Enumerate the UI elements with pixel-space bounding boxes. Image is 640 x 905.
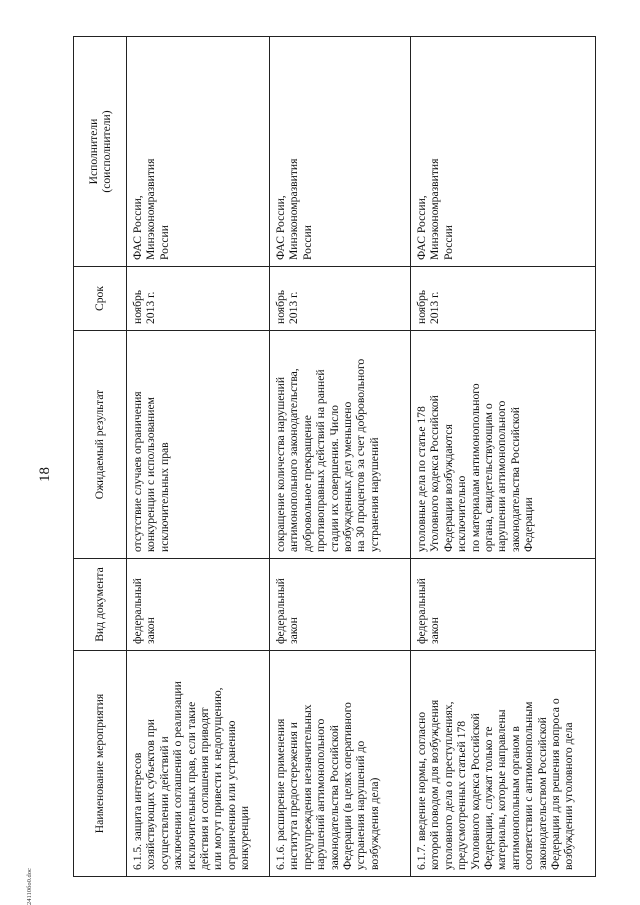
table-header-row [74, 37, 127, 877]
page-number: 18 [37, 467, 53, 482]
cell-doc-type: федеральный закон [270, 559, 411, 651]
table-row [270, 37, 411, 877]
table-row [127, 37, 270, 877]
header-measure: Наименование мероприятия [74, 651, 127, 877]
document-filename: 24110бо0.doc [26, 868, 33, 905]
header-executors: Исполнители (соисполнители) [74, 37, 127, 267]
cell-doc-type: федеральный закон [127, 559, 270, 651]
header-result: Ожидаемый результат [74, 331, 127, 559]
cell-term: ноябрь 2013 г. [270, 267, 411, 331]
cell-result: уголовные дела по статье 178 Уголовного кодекса Российской Федерации возбуждаются исключительно по материалам антимонопольного органа, свидетельствующим о нарушении антимонопольного законодательства Российской Федерации [411, 331, 596, 559]
cell-executors: ФАС России, Минэкономразвития России [127, 37, 270, 267]
cell-result: сокращение количества нарушений антимонопольного законодательства, добровольное прекращение противоправных действий на ранней стадии их совершения. Число возбужденных дел уменьшено на 30 процентов за счет добровольного устранения нарушений [270, 331, 411, 559]
table-row [411, 37, 596, 877]
rotated-table-area [73, 37, 588, 877]
cell-measure: 6.1.5. защита интересов хозяйствующих субъектов при осуществлении действий и заключении соглашений о реализации исключительных прав, если такие действия и соглашения приводят или могут привести к недопущению, ограничению или устранению конкуренции [127, 651, 270, 877]
cell-measure: 6.1.7. введение нормы, согласно которой поводом для возбуждения уголовного дела о преступлениях, предусмотренных статьей 178 Уголовного кодекса Российской Федерации, служат только те материалы, которые направлены антимонопольным органом в соответствии с антимонопольным законодательством Российской Федерации для решения вопроса о возбуждении уголовного дела [411, 651, 596, 877]
cell-term: ноябрь 2013 г. [411, 267, 596, 331]
cell-term: ноябрь 2013 г. [127, 267, 270, 331]
cell-executors: ФАС России, Минэкономразвития России [270, 37, 411, 267]
cell-measure: 6.1.6. расширение применения института предостережения и предупреждения незначительных нарушений антимонопольного законодательства Российской Федерации (в целях оперативного устранения нарушений до возбуждения дела) [270, 651, 411, 877]
measures-table [73, 36, 596, 877]
cell-doc-type: федеральный закон [411, 559, 596, 651]
cell-executors: ФАС России, Минэкономразвития России [411, 37, 596, 267]
cell-result: отсутствие случаев ограничения конкуренции с использованием исключительных прав [127, 331, 270, 559]
header-term: Срок [74, 267, 127, 331]
header-doc-type: Вид документа [74, 559, 127, 651]
